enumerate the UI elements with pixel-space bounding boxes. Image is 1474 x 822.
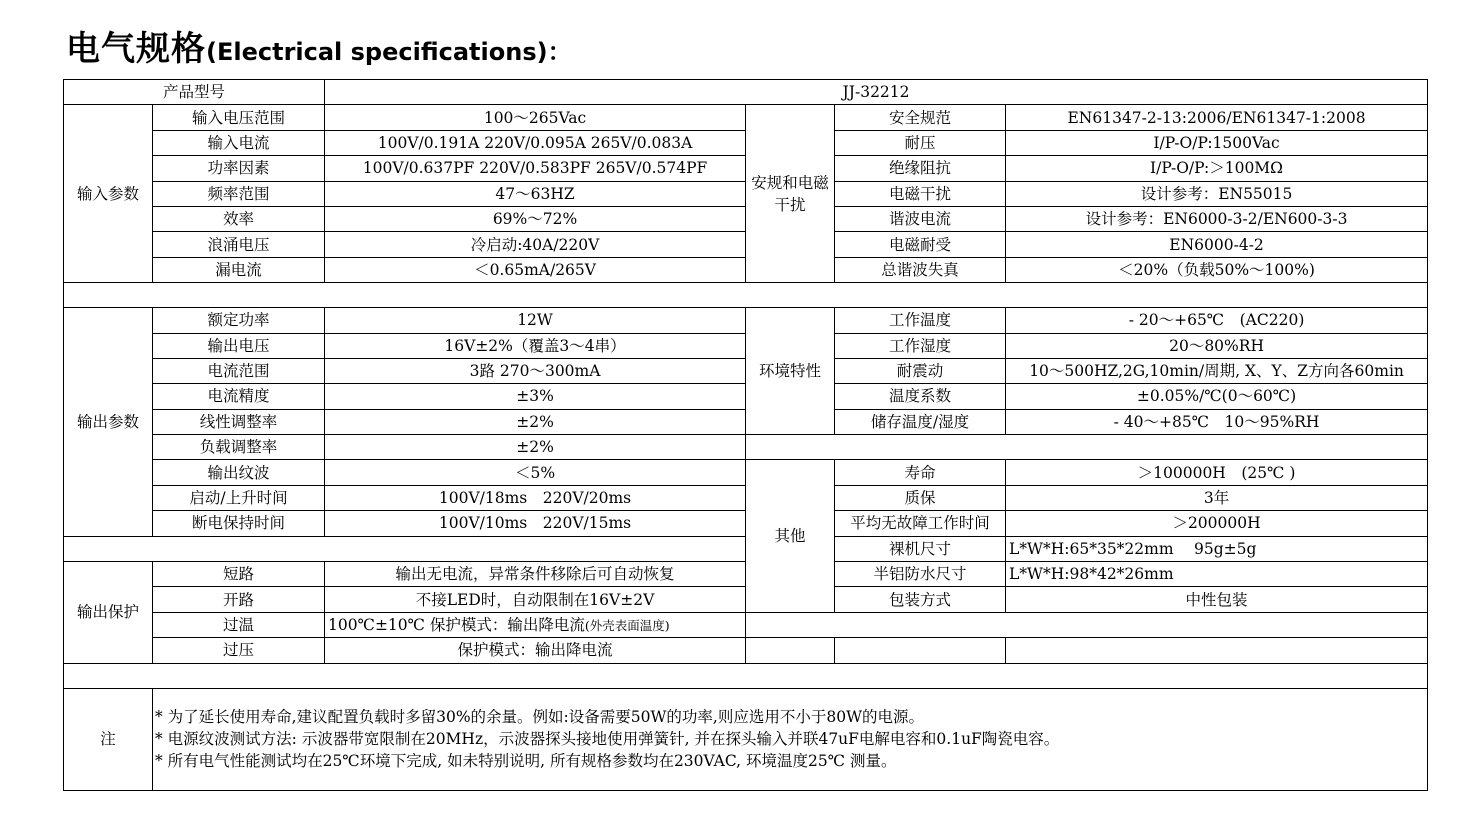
empty-cell [1006, 638, 1428, 663]
model-label: 产品型号 [64, 80, 325, 105]
output-value: ＜5% [325, 460, 746, 485]
output-label: 断电保持时间 [153, 511, 325, 536]
table-row [64, 460, 1428, 485]
environment-value: - 40～+85℃ 10～95%RH [1006, 409, 1428, 434]
output-label: 输出纹波 [153, 460, 325, 485]
empty-cell [746, 612, 1428, 637]
safety-label: 电磁耐受 [835, 232, 1006, 257]
other-value: ＞100000H (25℃ ) [1006, 460, 1428, 485]
input-value: 47～63HZ [325, 181, 746, 206]
safety-value: 设计参考：EN6000-3-2/EN600-3-3 [1006, 206, 1428, 231]
output-label: 负载调整率 [153, 435, 325, 460]
other-label: 寿命 [835, 460, 1006, 485]
input-value: 69%～72% [325, 206, 746, 231]
other-value: L*W*H:98*42*26mm [1006, 562, 1428, 587]
other-group-label: 其他 [746, 460, 835, 612]
protection-group-label: 输出保护 [64, 562, 153, 664]
spacer-row [64, 283, 1428, 308]
model-value: JJ-32212 [325, 80, 1428, 105]
empty-cell [746, 435, 1428, 460]
protection-label: 开路 [153, 587, 325, 612]
other-label: 平均无故障工作时间 [835, 511, 1006, 536]
other-value: ＞200000H [1006, 511, 1428, 536]
overtemp-value-text: 100℃±10℃ 保护模式：输出降电流 [328, 615, 585, 634]
environment-value: 10～500HZ,2G,10min/周期, X、Y、Z方向各60min [1006, 358, 1428, 383]
output-value: ±2% [325, 435, 746, 460]
output-value: ±2% [325, 409, 746, 434]
other-label: 包装方式 [835, 587, 1006, 612]
other-label: 质保 [835, 485, 1006, 510]
output-group-label: 输出参数 [64, 308, 153, 537]
page-title [66, 26, 572, 72]
output-label: 输出电压 [153, 333, 325, 358]
spacer-row [64, 663, 1428, 688]
empty-cell [64, 536, 746, 561]
safety-value: I/P-O/P:＞100MΩ [1006, 156, 1428, 181]
safety-label: 绝缘阻抗 [835, 156, 1006, 181]
environment-value: ±0.05%/℃(0～60℃) [1006, 384, 1428, 409]
other-value: 3年 [1006, 485, 1428, 510]
notes-row [64, 688, 1428, 790]
other-value: 中性包装 [1006, 587, 1428, 612]
output-value: 12W [325, 308, 746, 333]
model-row [64, 80, 1428, 105]
safety-group-label: 安规和电磁干扰 [746, 105, 835, 283]
notes-label: 注 [64, 688, 153, 790]
protection-value [325, 612, 746, 637]
note-line: * 所有电气性能测试均在25℃环境下完成, 如未特别说明, 所有规格参数均在230VAC, 环境温度25℃ 测量。 [155, 752, 897, 771]
spacer-cell [64, 283, 1428, 308]
safety-value: 设计参考：EN55015 [1006, 181, 1428, 206]
safety-label: 耐压 [835, 130, 1006, 155]
table-row [64, 612, 1428, 637]
input-group-label: 输入参数 [64, 105, 153, 283]
protection-label: 过温 [153, 612, 325, 637]
note-line: * 电源纹波测试方法: 示波器带宽限制在20MHz，示波器探头接地使用弹簧针, 并在探头输入并联47uF电解电容和0.1uF陶瓷电容。 [155, 730, 1060, 749]
environment-label: 工作湿度 [835, 333, 1006, 358]
input-value: 100～265Vac [325, 105, 746, 130]
input-label: 功率因素 [153, 156, 325, 181]
table-row [64, 308, 1428, 333]
table-row [64, 435, 1428, 460]
spacer-cell [64, 663, 1428, 688]
protection-label: 短路 [153, 562, 325, 587]
input-value: 冷启动:40A/220V [325, 232, 746, 257]
safety-value: I/P-O/P:1500Vac [1006, 130, 1428, 155]
note-line: * 为了延长使用寿命,建议配置负载时多留30%的余量。例如:设备需要50W的功率,则应选用不小于80W的电源。 [155, 708, 925, 727]
output-value: 100V/18ms 220V/20ms [325, 485, 746, 510]
input-value: 100V/0.191A 220V/0.095A 265V/0.083A [325, 130, 746, 155]
input-label: 输入电流 [153, 130, 325, 155]
input-label: 效率 [153, 206, 325, 231]
environment-value: - 20～+65℃ (AC220) [1006, 308, 1428, 333]
table-row [64, 638, 1428, 663]
title-english: (Electrical specifications)： [206, 38, 572, 66]
safety-value: EN6000-4-2 [1006, 232, 1428, 257]
protection-label: 过压 [153, 638, 325, 663]
protection-value: 输出无电流，异常条件移除后可自动恢复 [325, 562, 746, 587]
safety-label: 安全规范 [835, 105, 1006, 130]
output-value: 3路 270～300mA [325, 358, 746, 383]
safety-value: ＜20%（负载50%～100%) [1006, 257, 1428, 282]
output-label: 额定功率 [153, 308, 325, 333]
input-value: ＜0.65mA/265V [325, 257, 746, 282]
overtemp-note: (外壳表面温度) [584, 617, 670, 633]
safety-value: EN61347-2-13:2006/EN61347-1:2008 [1006, 105, 1428, 130]
environment-label: 温度系数 [835, 384, 1006, 409]
protection-value: 不接LED时，自动限制在16V±2V [325, 587, 746, 612]
empty-cell [835, 638, 1006, 663]
output-label: 电流范围 [153, 358, 325, 383]
safety-label: 总谐波失真 [835, 257, 1006, 282]
input-label: 浪涌电压 [153, 232, 325, 257]
output-value: 100V/10ms 220V/15ms [325, 511, 746, 536]
environment-value: 20～80%RH [1006, 333, 1428, 358]
output-label: 线性调整率 [153, 409, 325, 434]
output-label: 电流精度 [153, 384, 325, 409]
environment-group-label: 环境特性 [746, 308, 835, 435]
other-label: 裸机尺寸 [835, 536, 1006, 561]
input-label: 漏电流 [153, 257, 325, 282]
notes-content [153, 688, 1428, 790]
environment-label: 储存温度/湿度 [835, 409, 1006, 434]
safety-label: 电磁干扰 [835, 181, 1006, 206]
protection-value: 保护模式：输出降电流 [325, 638, 746, 663]
output-value: 16V±2%（覆盖3～4串） [325, 333, 746, 358]
output-label: 启动/上升时间 [153, 485, 325, 510]
other-label: 半铝防水尺寸 [835, 562, 1006, 587]
input-label: 输入电压范围 [153, 105, 325, 130]
output-value: ±3% [325, 384, 746, 409]
spec-table [63, 79, 1428, 791]
empty-cell [746, 638, 835, 663]
input-label: 频率范围 [153, 181, 325, 206]
title-chinese: 电气规格 [66, 29, 206, 69]
input-value: 100V/0.637PF 220V/0.583PF 265V/0.574PF [325, 156, 746, 181]
other-value: L*W*H:65*35*22mm 95g±5g [1006, 536, 1428, 561]
table-row [64, 105, 1428, 130]
environment-label: 耐震动 [835, 358, 1006, 383]
safety-label: 谐波电流 [835, 206, 1006, 231]
environment-label: 工作温度 [835, 308, 1006, 333]
